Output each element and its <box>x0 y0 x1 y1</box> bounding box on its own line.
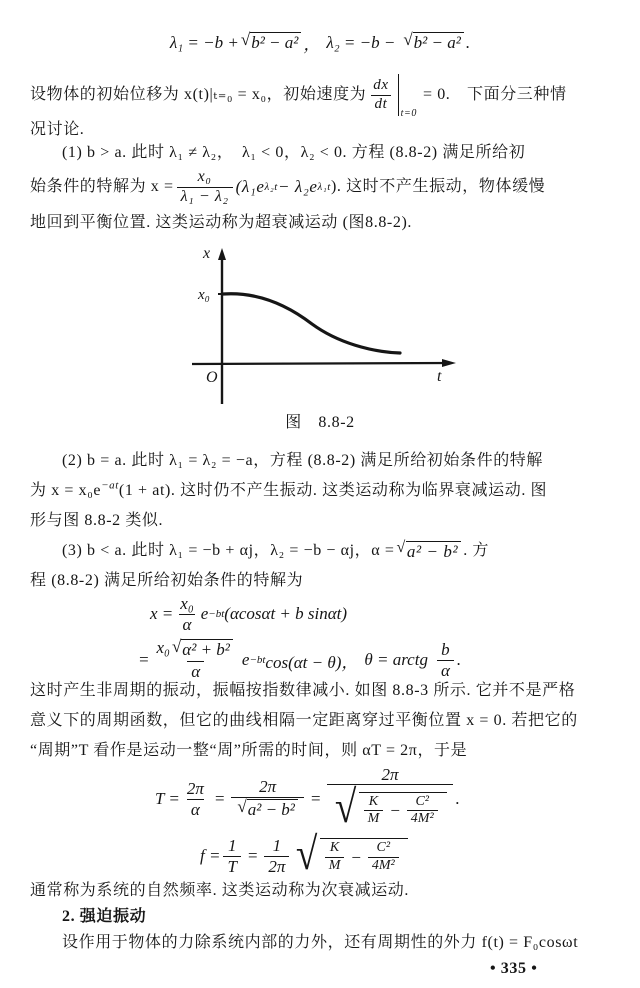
equation-lambda-roots <box>0 30 640 55</box>
radical-a2-b2: √ a² − b² <box>237 799 298 820</box>
sqrt-sign: √ <box>296 828 318 879</box>
case3-line2: 程 (8.8-2) 满足所给初始条件的特解为 <box>30 572 304 589</box>
fraction-1-over-T: $\frac{1}{T}$ <box>223 837 240 876</box>
fraction-amplitude: x₀ √ α² + b² α <box>152 639 238 680</box>
initial-velocity-text: = 0. 下面分三种情 <box>422 86 567 103</box>
comma: ， <box>303 35 321 54</box>
fraction-b-over-alpha: $\frac{b}{\alpha}$ <box>437 641 454 680</box>
aperiodic-line3: “周期”T 看作是运动一整“周”所需的时间，则 αT = 2π，于是 <box>30 742 468 759</box>
case1-line1: (1) b > a. 此时 λ₁ ≠ λ₂， λ₁ < 0，λ₂ < 0. 方程 (8.8-2) 满足所给初 <box>62 144 526 161</box>
fraction-x0-over-lambda-diff: $\frac{\text{x₀}}{\text{λ₁ − λ₂}}$ <box>177 169 233 206</box>
fraction-1-over-2pi: $\frac{1}{2\pi}$ <box>264 837 289 876</box>
fraction-K-over-M: $\frac{K}{M}$ <box>364 795 384 827</box>
fraction-dx-dt: $\frac{dx}{dt}$ <box>369 78 392 113</box>
sqrt-sign: √ <box>171 637 182 657</box>
case1-term1: (λ₁e <box>235 177 265 196</box>
case1-line2: 始条件的特解为 x = $\frac{\text{x₀}}{\text{λ₁ − λ₂}}$ (λ₁e λ₂t − λ₂e λ₁t ). 这时不产生振动，物体缓慢 <box>30 167 546 205</box>
x-equals: x = <box>150 604 174 623</box>
aperiodic-line1: 这时产生非周期的振动，振幅按指数律减小. 如图 8.8-3 所示. 它并不是严格 <box>30 682 576 699</box>
evaluation-bar: t=0 <box>398 74 417 116</box>
figure-8-8-2 <box>0 245 640 415</box>
radical-b2-a2: √ b² − a² <box>241 32 302 53</box>
fraction-K-over-M: $\frac{K}{M}$ <box>325 841 345 873</box>
cos-phase-term: cos(αt − θ)， <box>265 652 359 672</box>
heading-forced-vibration: 2. 强迫振动 <box>62 908 147 925</box>
case2-line2 <box>30 480 547 502</box>
figure-plot <box>0 245 640 410</box>
radical-b2-a2-second: √ b² − a² <box>403 32 464 53</box>
fraction-2pi-over-sqrt-a2-b2: 2π √ a² − b² <box>231 778 304 819</box>
case1-line3: 地回到平衡位置. 这类运动称为超衰减运动 (图8.8-2). <box>30 214 412 231</box>
x-axis <box>192 363 450 364</box>
radical-a2-b2: √ a² − b² <box>396 541 461 562</box>
figure-x0-label: x₀ <box>198 287 210 303</box>
sqrt-sign: √ <box>403 30 413 50</box>
case2-critical-damping-text: (1 + at). 这时仍不产生振动. 这类运动称为临界衰减运动. 图 <box>118 482 548 499</box>
case1-solution-intro: 始条件的特解为 x = <box>30 178 174 195</box>
x-axis-arrowhead <box>442 359 456 367</box>
theta-definition: θ = arctg <box>364 650 428 669</box>
paragraph-initial-conditions-line1 <box>30 74 573 119</box>
minus-sign: − <box>350 847 362 867</box>
case2-line3: 形与图 8.8-2 类似. <box>30 512 164 529</box>
fraction-x0-over-alpha: $\frac{\text{x₀}}{\alpha}$ <box>180 593 194 634</box>
case3-line1-end: . 方 <box>463 542 490 559</box>
aperiodic-line2: 意义下的周期函数，但它的曲线相隔一定距离穿过平衡位置 x = 0. 若把它的 <box>30 712 578 729</box>
equation-frequency-f <box>200 828 410 880</box>
equals-sign: = <box>138 650 150 669</box>
euler-e: e <box>200 604 209 623</box>
paragraph-initial-conditions-line2: 况讨论. <box>30 121 85 138</box>
cos-sin-term: (αcosαt + b sinαt) <box>224 604 348 623</box>
f-equals: f = <box>200 846 221 865</box>
equals-sign: = <box>309 789 322 808</box>
y-axis-arrowhead <box>218 248 226 260</box>
case2-line1: (2) b = a. 此时 λ₁ = λ₂ = −a，方程 (8.8-2) 满足所给初始条件的特解 <box>62 452 544 469</box>
lambda1-expression: λ₁ = −b + <box>169 32 239 52</box>
euler-e: e <box>241 650 250 669</box>
case1-no-vibration-text: ). 这时不产生振动，物体缓慢 <box>330 178 546 195</box>
period: . <box>456 650 462 669</box>
case1-term2: − λ₂e <box>277 177 318 196</box>
equation-x-solution-1: x = $\frac{\text{x₀}}{\alpha}$ e −bt (αcosαt + b sinαt) <box>150 593 348 634</box>
T-equals: T = <box>155 789 180 808</box>
fraction-C2-over-4M2: $\frac{\text{C²}}{\text{4M²}}$ <box>368 841 399 873</box>
period: . <box>455 789 460 808</box>
minus-sign: − <box>389 801 401 821</box>
figure-caption: 图 8.8-2 <box>285 414 355 431</box>
figure-origin-label: O <box>206 369 218 386</box>
figure-xlabel: t <box>437 368 442 385</box>
sqrt-sign: √ <box>237 797 247 817</box>
case3-roots-text: (3) b < a. 此时 λ₁ = −b + αj，λ₂ = −b − αj，α = <box>62 542 395 559</box>
figure-ylabel: x <box>203 245 211 262</box>
exponent-minus-at: −at <box>101 479 119 492</box>
forced-vibration-intro: 设作用于物体的力除系统内部的力外，还有周期性的外力 f(t) = F₀cosωt <box>62 934 579 951</box>
sqrt-sign: √ <box>396 538 406 556</box>
period: . <box>465 32 471 52</box>
sqrt-sign: √ <box>240 30 251 50</box>
initial-displacement-text: 设物体的初始位移为 x(t)|ₜ₌₀ = x₀，初始速度为 <box>30 86 367 103</box>
overdamped-decay-curve <box>223 294 400 353</box>
equation-x-solution-2: = x₀ √ α² + b² α e −bt cos(αt − θ)， θ = arctg $\frac{b}{\alpha}$ . <box>138 637 462 681</box>
fraction-C2-over-4M2: $\frac{\text{C²}}{\text{4M²}}$ <box>407 795 438 827</box>
equals-sign: = <box>246 846 259 865</box>
fraction-2pi-over-sqrt-K-M: 2π √ $\frac{K}{M}$ − $\frac{\text{C²}}{\text{4M²}}$ <box>327 766 452 833</box>
radical-K-over-M-minus-C2 <box>333 781 446 833</box>
natural-frequency-text: 通常称为系统的自然频率. 这类运动称为次衰减运动. <box>30 882 410 899</box>
lambda2-expression: λ₂ = −b − <box>326 32 396 52</box>
case3-line1 <box>62 540 489 562</box>
sqrt-sign: √ <box>335 781 357 833</box>
equation-period-T <box>155 762 460 836</box>
equals-sign: = <box>213 789 226 808</box>
radical-K-over-M-minus-C2 <box>294 828 407 879</box>
radical-alpha2-b2: √ α² + b² <box>172 639 233 660</box>
case2-solution: 为 x = x₀e <box>30 482 102 499</box>
fraction-2pi-over-alpha: $\frac{2\pi}{\alpha}$ <box>186 778 204 819</box>
page-number: • 335 • <box>490 960 538 977</box>
x0-factor: x₀ <box>156 638 170 658</box>
